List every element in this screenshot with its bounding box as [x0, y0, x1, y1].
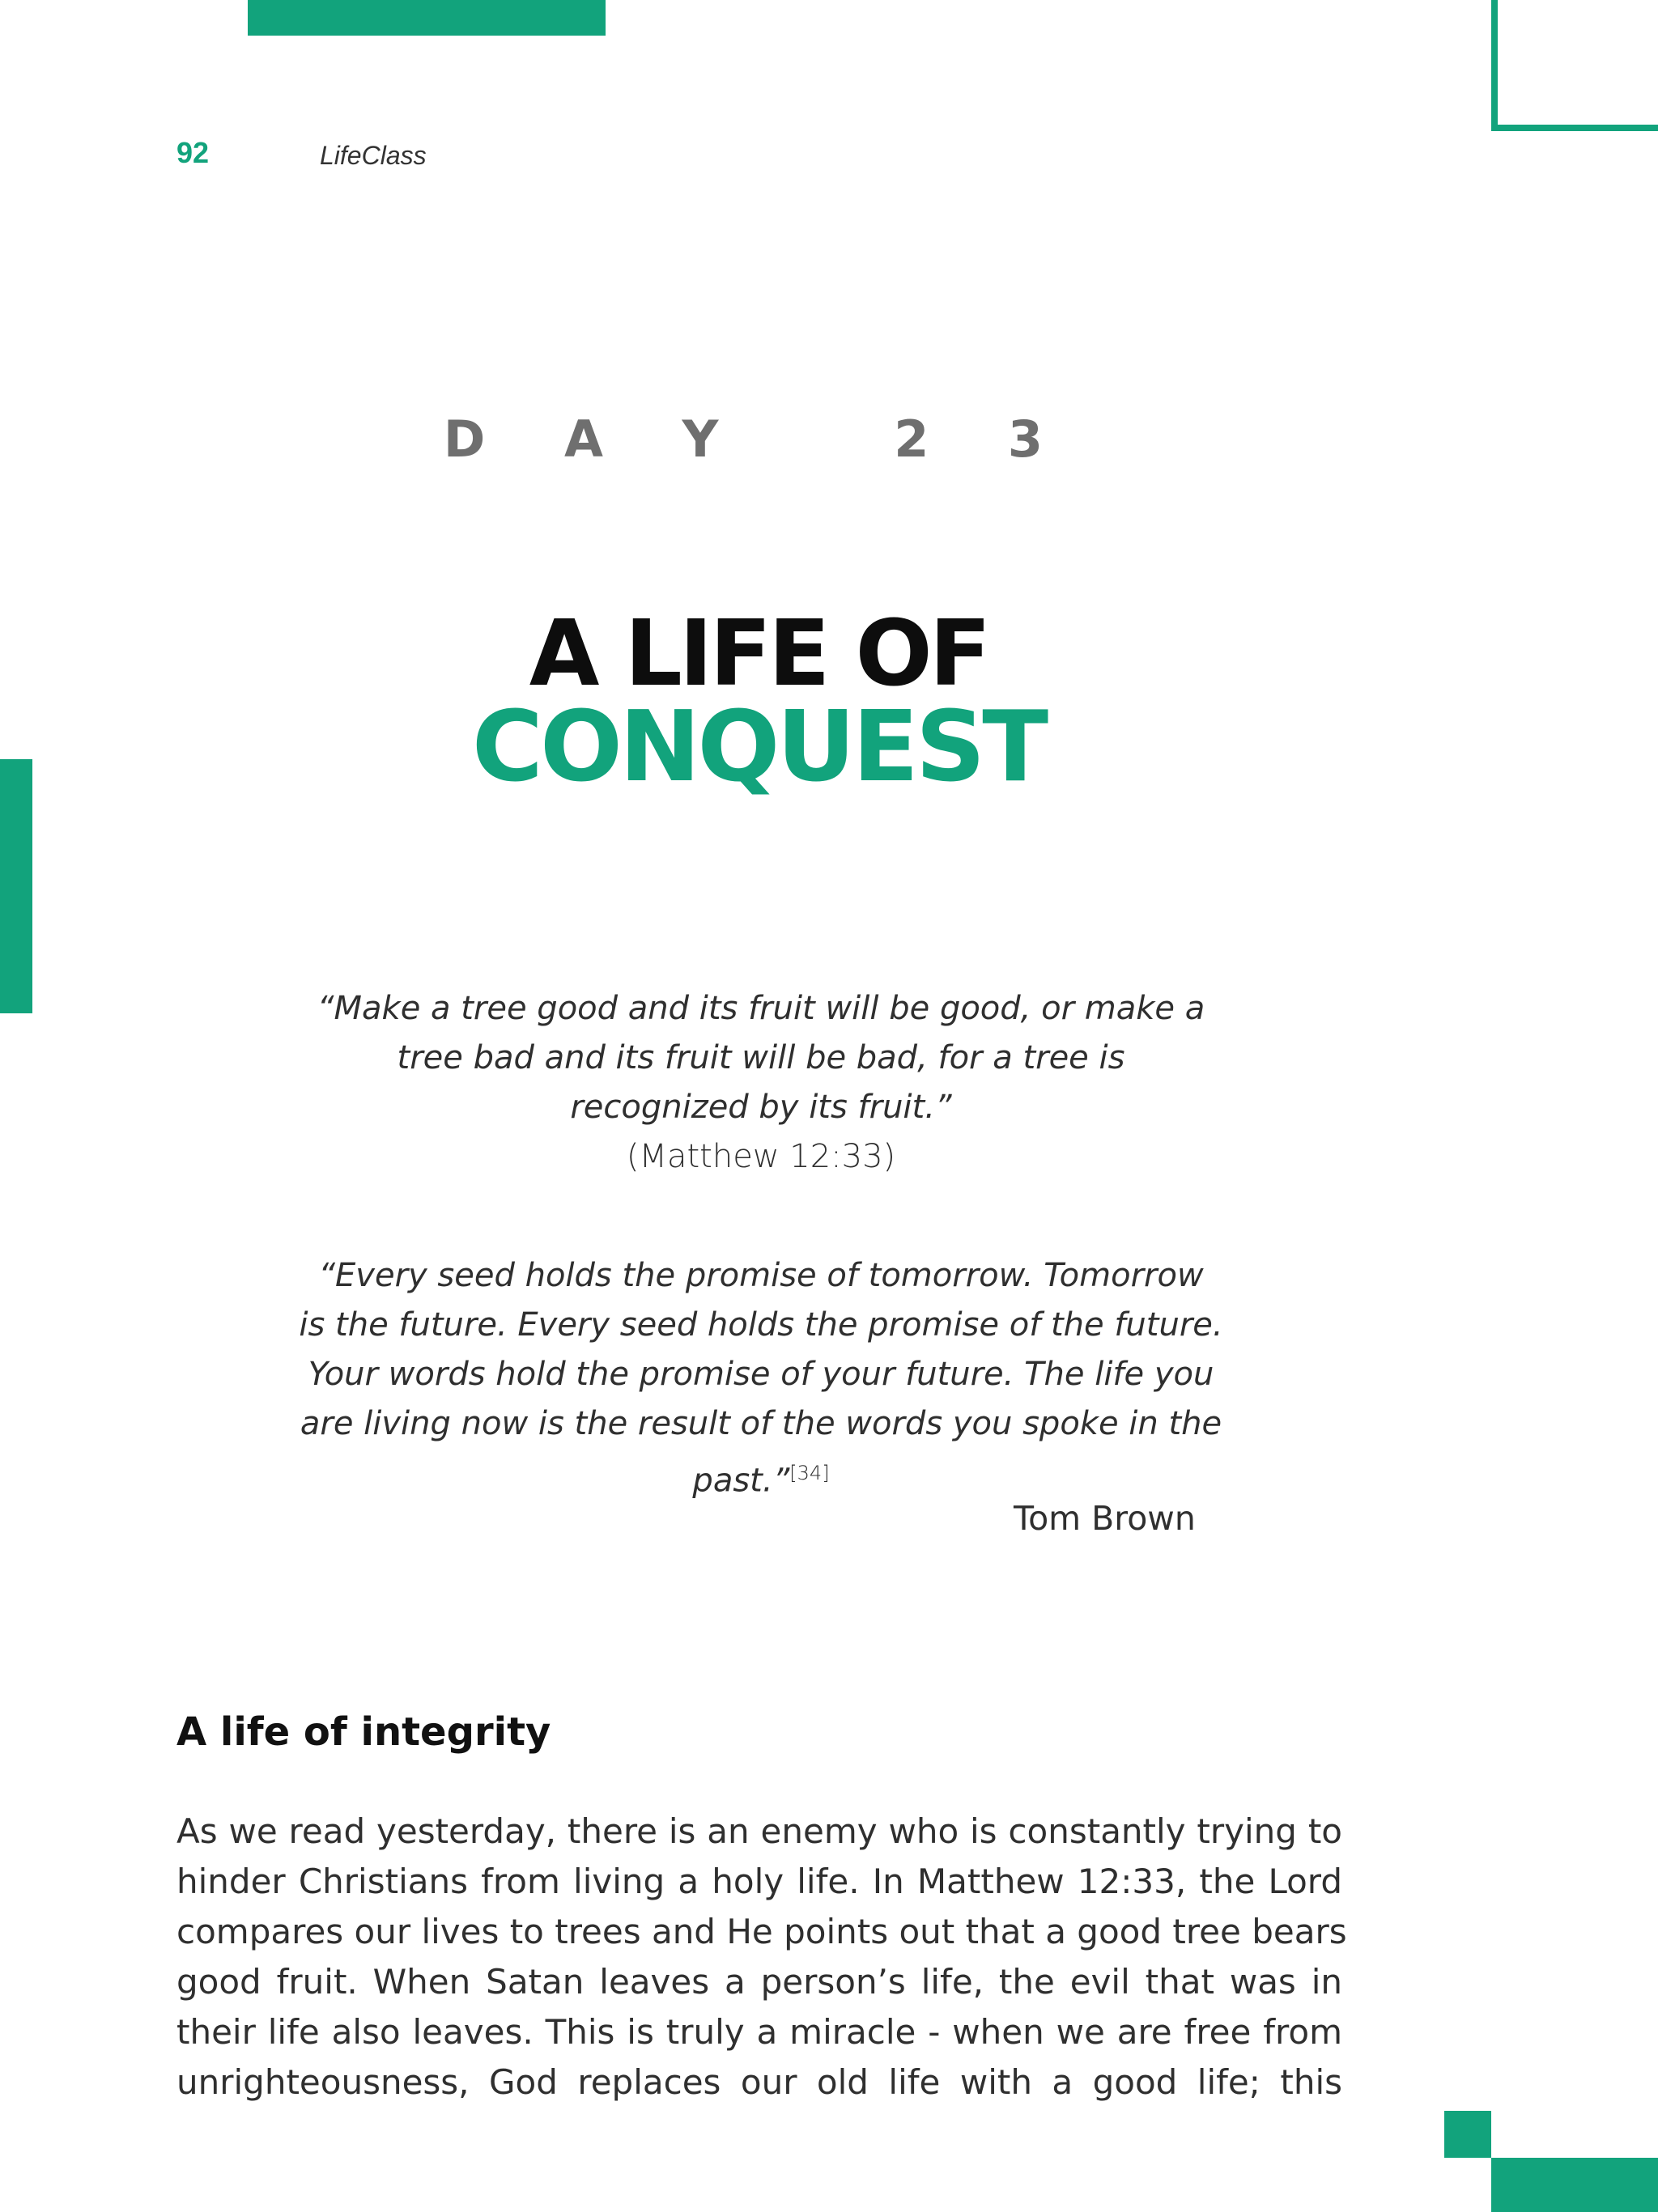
- page-number: 92: [176, 136, 210, 169]
- body-paragraph: [176, 1807, 1347, 2108]
- scripture-quote-line: “Make a tree good and its fruit will be good, or make a: [317, 990, 1205, 1027]
- scripture-quote: [275, 984, 1247, 1182]
- chapter-title-line-1: A LIFE OF: [529, 601, 988, 707]
- scripture-quote-line: recognized by its fruit.”: [570, 1089, 952, 1126]
- bottom-right-square: [1444, 2111, 1491, 2158]
- author-quote-line: Your words hold the promise of your future. The life you: [308, 1356, 1214, 1393]
- author-quote-line: “Every seed holds the promise of tomorrow. Tomorrow: [318, 1257, 1204, 1294]
- body-line: hinder Christians from living a holy life. In Matthew 12:33, the Lord: [176, 1862, 1342, 1901]
- section-heading: A life of integrity: [176, 1709, 551, 1755]
- day-label: D A Y 2 3: [443, 410, 1074, 469]
- scripture-quote-line: tree bad and its fruit will be bad, for a tree is: [397, 1039, 1125, 1076]
- author-quote-line: past.”: [692, 1462, 790, 1500]
- footnote-marker: [34]: [789, 1462, 830, 1484]
- quote-author: Tom Brown: [1014, 1499, 1196, 1538]
- top-right-corner-frame: [1491, 0, 1658, 131]
- author-quote-line: is the future. Every seed holds the promise of the future.: [299, 1306, 1223, 1344]
- running-head: LifeClass: [320, 141, 427, 170]
- body-line: their life also leaves. This is truly a miracle - when we are free from: [176, 2012, 1342, 2052]
- body-line: good fruit. When Satan leaves a person’s life, the evil that was in: [176, 1962, 1342, 2002]
- body-line: As we read yesterday, there is an enemy who is constantly trying to: [176, 1811, 1342, 1851]
- author-quote-line: are living now is the result of the words you spoke in the: [300, 1405, 1222, 1442]
- chapter-title-line-2: CONQUEST: [471, 691, 1046, 804]
- body-line: compares our lives to trees and He points out that a good tree bears: [176, 1912, 1347, 1951]
- left-accent-bar: [0, 759, 32, 1013]
- top-accent-bar: [248, 0, 606, 36]
- bottom-right-bar: [1491, 2158, 1658, 2212]
- scripture-reference: (Matthew 12:33): [626, 1138, 896, 1175]
- author-quote: [275, 1251, 1247, 1505]
- author-quote-last-line: [275, 1449, 1247, 1505]
- body-line: unrighteousness, God replaces our old life with a good life; this: [176, 2062, 1342, 2102]
